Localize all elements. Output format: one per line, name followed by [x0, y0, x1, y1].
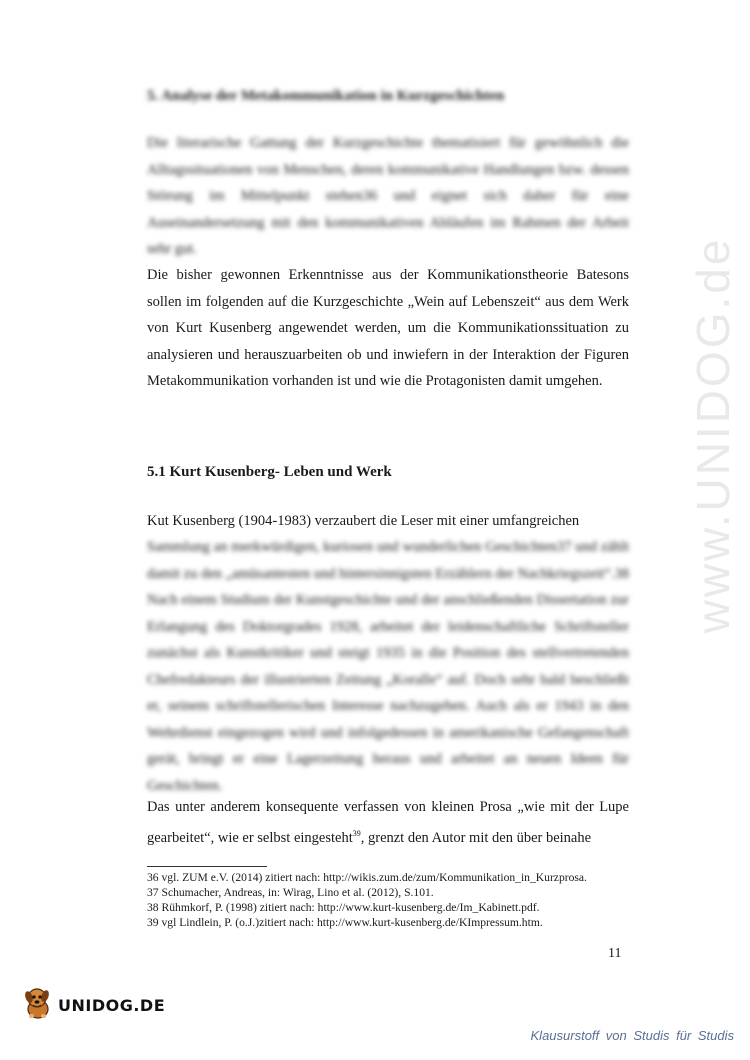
chapter-heading: 5. Analyse der Metakommunikation in Kurzgeschichten — [147, 88, 505, 104]
paragraph-intro-analysis: Die bisher gewonnen Erkenntnisse aus der Kommunikationstheorie Batesons sollen im folgenden auf die Kurzgeschichte „Wein auf Lebenszeit“ aus dem Werk von Kurt Kusenberg angewendet werden, um die Kommunikationssituation zu analysieren und herauszuarbeiten ob und inwiefern in der Interaktion der Figuren Metakommunikation vorhanden ist und wie die Protagonisten damit umgehen. — [147, 267, 629, 389]
footnote-37: 37 Schumacher, Andreas, in: Wirag, Lino et al. (2012), S.101. — [147, 886, 434, 899]
footnote-36: 36 vgl. ZUM e.V. (2014) zitiert nach: http://wikis.zum.de/zum/Kommunikation_in_Kurzprosa. — [147, 871, 587, 884]
paragraph-prosa — [147, 794, 629, 851]
section-title: 5.1 Kurt Kusenberg- Leben und Werk — [147, 464, 392, 480]
watermark: www.UNIDOG.de — [687, 236, 739, 634]
body-paragraph-blurred: Sammlung an merkwürdigen, kuriosen und wunderlichen Geschichten37 und zählt damit zu den „amüsantesten und hintersinnigsten Erzählern der Nachkriegszeit“.38 Nach einem Studium der Kunstgeschichte und der anschließenden Dissertation zur Erlangung des Doktorgrades 1928, arbeitet der leidenschaftliche Schriftsteller zunächst als Kunstkritiker und steigt 1935 in die Position des stellvertretenden Chefredakteurs der illustrierten Zeitung „Koralle“ auf. Doch sehr bald beschließt er, seinem schriftstellerischen Interesse nachzugehen. Auch als er 1943 in den Wehrdienst eingezogen wird und infolgedessen in amerikanische Gefangenschaft gerät, bringt er eine Lagerzeitung heraus und arbeitet an neuen Ideen für Geschichten. — [147, 539, 629, 794]
footnotes — [147, 870, 637, 930]
unidog-logo[interactable] — [20, 985, 166, 1025]
logo-text: UNIDOG.DE — [58, 995, 166, 1015]
footnote-38: 38 Rühmkorf, P. (1998) zitiert nach: http://www.kurt-kusenberg.de/Im_Kabinett.pdf. — [147, 901, 540, 914]
footnote-39: 39 vgl Lindlein, P. (o.J.)zitiert nach: http://www.kurt-kusenberg.de/KImpressum.htm. — [147, 916, 543, 929]
intro-paragraph-blurred: Die literarische Gattung der Kurzgeschichte thematisiert für gewöhnlich die Alltagssituationen von Menschen, deren kommunikative Handlungen bzw. dessen Störung im Mittelpunkt stehen36 und eignet sich daher für eine Auseinandersetzung mit den kommunikativen Abläufen im Rahmen der Arbeit sehr gut. — [147, 135, 629, 257]
paragraph-kusenberg-start: Kut Kusenberg (1904-1983) verzaubert die Leser mit einer umfangreichen — [147, 513, 580, 529]
page-number: 11 — [608, 946, 622, 961]
footnote-ref-39: 39 — [352, 828, 361, 838]
dog-mascot-icon — [20, 985, 56, 1026]
footer-slogan: Klausurstoff von Studis für Studis — [530, 1028, 734, 1043]
paragraph-prosa-text: Das unter anderem konsequente verfassen von kleinen Prosa „wie mit der Lupe gearbeitet“, wie er selbst eingesteht — [147, 799, 629, 846]
footnote-divider — [147, 866, 267, 867]
paragraph-prosa-end: , grenzt den Autor mit den über beinahe — [360, 829, 592, 846]
